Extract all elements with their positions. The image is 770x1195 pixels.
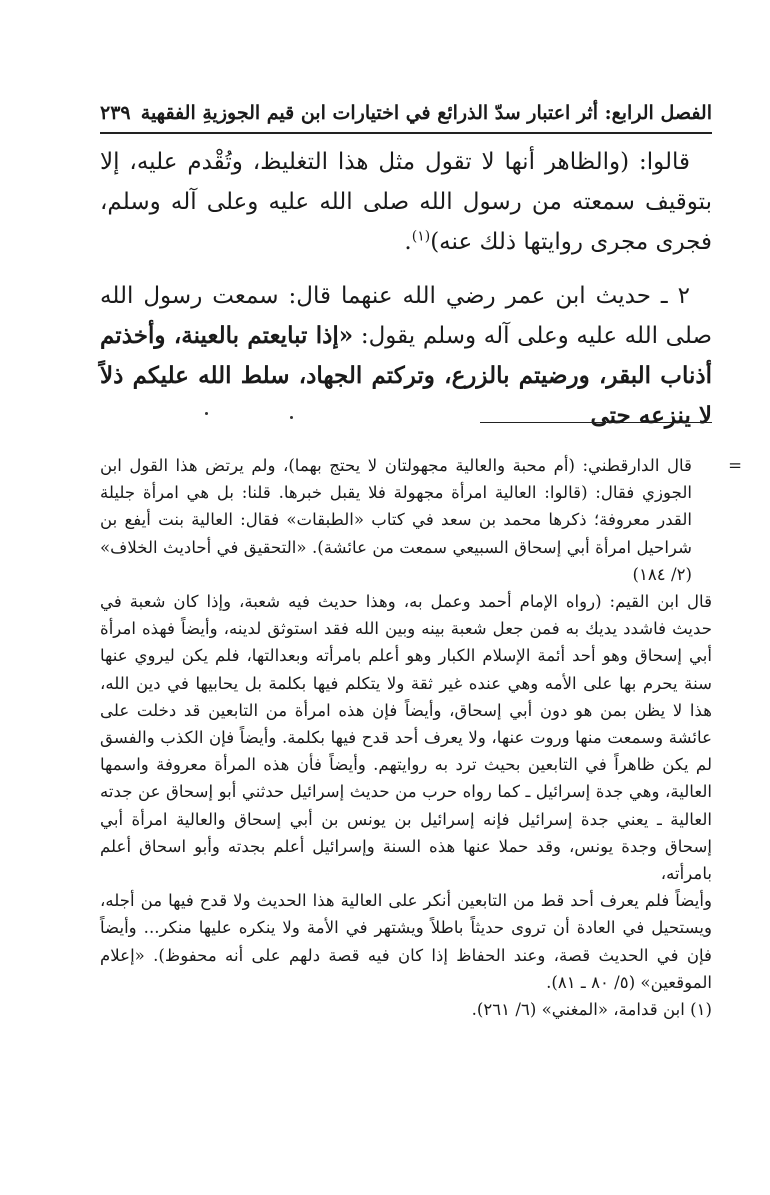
footnotes bbox=[100, 452, 742, 1023]
header-rule bbox=[100, 132, 712, 134]
paragraph-1 bbox=[100, 142, 712, 262]
page-number: ٢٣٩ bbox=[100, 102, 131, 124]
footnote-ref-1[interactable]: (١) bbox=[411, 228, 431, 245]
footnote-para-2: قال ابن القيم: (رواه الإمام أحمد وعمل به، وهذا حديث فيه شعبة، وإذا كان شعبة في حديث فاشدد يديك به فمن جعل شعبة بينه وبين الله فقد استوثق لدينه، وأيضاً فهذه امرأة أبي إسحاق وهو أحد أئمة الإسلام الكبار وهو أعلم بامرأته وبعدالتها، فلم يكن ليروي عنها سنة يحرم بها على الأمه وهي عنده غير ثقة ولا يتكلم فيها بكلمة بل يحابيها في دين الله، هذا لا يظن بمن هو دون أبي إسحاق، وأيضاً فإن هذه امرأة من التابعين قد دخلت على عائشة وسمعت منها وروت عنها، ولا يعرف أحد قدح فيها بكلمة. وأيضاً فإن الكذب والفسق لم يكن ظاهراً في التابعين بحيث ترد به روايتهم. وأيضاً فأن هذه المرأة معروفة واسمها العالية، وهي جدة إسرائيل ـ كما رواه حرب من حديث إسرائيل حدثني أبو إسحاق عن جدته العالية ـ يعني جدة إسرائيل فإنه إسرائيل بن يونس بن أبي إسحاق والعالية امرأة أبي إسحاق وجدة يونس، وقد حملا عنها هذه السنة وإسرائيل أعلم بجدته وأبو اسحاق أعلم بامرأته، bbox=[100, 592, 712, 884]
footnote-1-text: ابن قدامة، «المغني» (٦/ ٢٦١). bbox=[471, 1000, 685, 1020]
paragraph-1-end: . bbox=[404, 229, 412, 255]
print-speck bbox=[290, 416, 293, 419]
main-text bbox=[100, 142, 712, 450]
hadith-text: «إذا تبايعتم بالعينة، وأخذتم أذناب البقر، ورضيتم بالزرع، وتركتم الجهاد، سلط الله عليكم ذلاً لا ينزعه حتى bbox=[100, 322, 712, 429]
chapter-title: الفصل الرابع: أثر اعتبار سدّ الذرائع في اختيارات ابن قيم الجوزيةِ الفقهية bbox=[140, 102, 712, 124]
footnote-1 bbox=[100, 996, 712, 1023]
continuation-mark: = bbox=[728, 456, 742, 475]
paragraph-1-text: قالوا: (والظاهر أنها لا تقول مثل هذا التغليظ، وتُقْدم عليه، إلا بتوقيف سمعته من رسول الله صلى الله عليه وعلى آله وسلم، فجرى مجرى روايتها ذلك عنه) bbox=[100, 149, 712, 255]
footnote-1-marker: (١) bbox=[690, 1000, 712, 1020]
paragraph-2-intro: ٢ ـ حديث ابن عمر رضي الله عنهما قال: سمعت رسول الله صلى الله عليه وعلى آله وسلم يقول: bbox=[100, 283, 712, 349]
running-header bbox=[100, 96, 712, 130]
footnote-para-1: قال الدارقطني: (أم محبة والعالية مجهولتان لا يحتج بهما)، ولم يرتض هذا القول ابن الجوزي فقال: (قالوا: العالية امرأة مجهولة فلا يقبل خبرها. قلنا: بل هي امرأة جليلة القدر معروفة؛ ذكرها محمد بن سعد في كتاب «الطبقات» فقال: العالية بنت أيفع بن شراحيل امرأة أبي إسحاق السبيعي سمعت من عائشة). «التحقيق في أحاديث الخلاف» (٢/ ١٨٤) bbox=[100, 456, 692, 584]
paragraph-2 bbox=[100, 276, 712, 436]
footnote-continuation bbox=[100, 452, 742, 588]
footnote-separator bbox=[480, 422, 712, 423]
footnote-para-3: وأيضاً فلم يعرف أحد قط من التابعين أنكر على العالية هذا الحديث ولا قدح فيها من أجله، ويستحيل في العادة أن تروى حديثاً باطلاً ويشتهر في الأمة ولا ينكره عليها منكر... وأيضاً فإن في الحديث قصة، وعند الحفاظ إذا كان فيه قصة دلهم على أنه محفوظ). «إعلام الموقعين» (٥/ ٨٠ ـ ٨١). bbox=[100, 891, 712, 992]
print-speck bbox=[205, 412, 208, 415]
